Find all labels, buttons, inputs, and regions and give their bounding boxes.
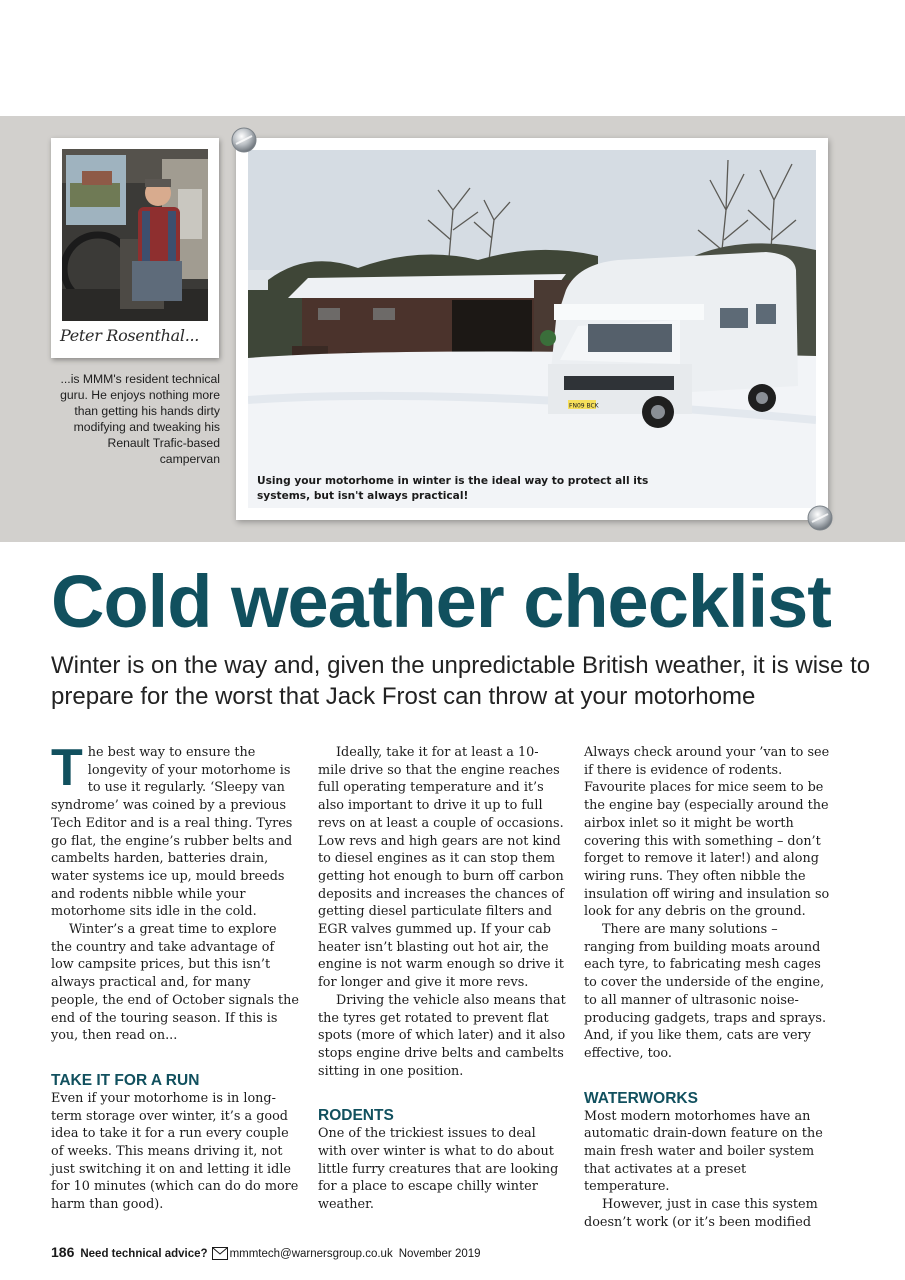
paragraph: Ideally, take it for at least a 10-mile drive so that the engine reaches full operating temperature and it’s also important to drive it up to full revs on at least a couple of occasions. Low revs and high gears are not kind to diesel engines as it can stop them getting hot enough to burn off carbon deposits and increases the chances of getting diesel particulate filters and EGR valves gummed up. If your cab heater isn’t blasting out hot air, the engine is not warm enough so drive it for longer and give it more revs. — [318, 745, 564, 991]
motorhome-in-snow-photo — [248, 150, 816, 508]
drop-cap: T — [51, 739, 83, 797]
page-footer — [51, 1244, 481, 1260]
article-column-1 — [51, 739, 299, 1214]
email-icon — [212, 1247, 228, 1260]
article-standfirst: Winter is on the way and, given the unpredictable British weather, it is wise to prepare for the worst that Jack Frost can throw at your motorhome — [51, 652, 871, 710]
paragraph: One of the trickiest issues to deal with over winter is what to do about little furry creatures that are looking for a place to escape chilly winter weather. — [318, 1126, 559, 1213]
issue-date: November 2019 — [398, 1248, 481, 1260]
footer-question: Need technical advice? — [80, 1248, 208, 1260]
subheading-take-it-for-a-run: TAKE IT FOR A RUN — [51, 1071, 200, 1089]
photo-caption: Using your motorhome in winter is the ideal way to protect all its systems, but isn't always practical! — [257, 475, 649, 502]
paragraph: There are many solutions – ranging from building moats around each tyre, to fabricating mesh cages to cover the underside of the engine, to all manner of ultrasonic noise-producing gadgets, traps and sprays. And, if you like them, cats are very effective, too. — [584, 922, 827, 1061]
paragraph: Driving the vehicle also means that the tyres get rotated to prevent flat spots (more of which later) and it also stops engine drive belts and cambelts sitting in one position. — [318, 992, 566, 1079]
author-signature: Peter Rosenthal... — [60, 326, 200, 345]
paragraph: Always check around your ’van to see if there is evidence of rodents. Favourite places for mice seem to be the engine bay (especially around the airbox inlet so it might be worth covering this with something – don’t forget to remove it later!) and along wiring runs. They often nibble the insulation off wiring and insulation so look for any debris on the ground. — [584, 745, 830, 920]
author-photo — [62, 149, 208, 321]
pushpin-icon — [806, 504, 834, 532]
paragraph: Even if your motorhome is in long-term storage over winter, it’s a good idea to take it for a run every couple of weeks. This means driving it, not just switching it on and letting it idle for 10 minutes (which can do do more harm than good). — [51, 1090, 299, 1213]
subheading-waterworks: WATERWORKS — [584, 1089, 698, 1107]
paragraph: Most modern motorhomes have an automatic drain-down feature on the main fresh water and boiler system that activates at a preset temperature. — [584, 1108, 823, 1195]
paragraph: he best way to ensure the longevity of your motorhome is to use it regularly. ‘Sleepy van syndrome’ was coined by a previous Tech Editor and is a real thing. Tyres go flat, the engine’s rubber belts and cambelts harden, batteries drain, water systems ice up, mould breeds and rodents nibble while your motorhome sits idle in the cold. — [51, 745, 293, 920]
article-title: Cold weather checklist — [51, 560, 831, 643]
pushpin-icon — [230, 126, 258, 154]
footer-email[interactable]: mmmtech@warnersgroup.co.uk — [229, 1248, 393, 1260]
number-plate: FN09 BCK — [569, 402, 599, 410]
paragraph: However, just in case this system doesn’t work (or it’s been modified — [584, 1197, 818, 1230]
page-number: 186 — [51, 1244, 75, 1260]
author-bio: ...is MMM's resident technical guru. He enjoys nothing more than getting his hands dirty modifying and tweaking his Renault Trafic-based campervan — [60, 372, 220, 466]
article-column-2 — [318, 744, 566, 1214]
author-polaroid — [51, 138, 219, 358]
paragraph: Winter’s a great time to explore the country and take advantage of low campsite prices, but this isn’t always practical and, for many people, the end of October signals the end of the touring season. If this is you, then read on... — [51, 922, 299, 1044]
subheading-rodents: RODENTS — [318, 1107, 394, 1125]
article-column-3 — [584, 744, 832, 1232]
